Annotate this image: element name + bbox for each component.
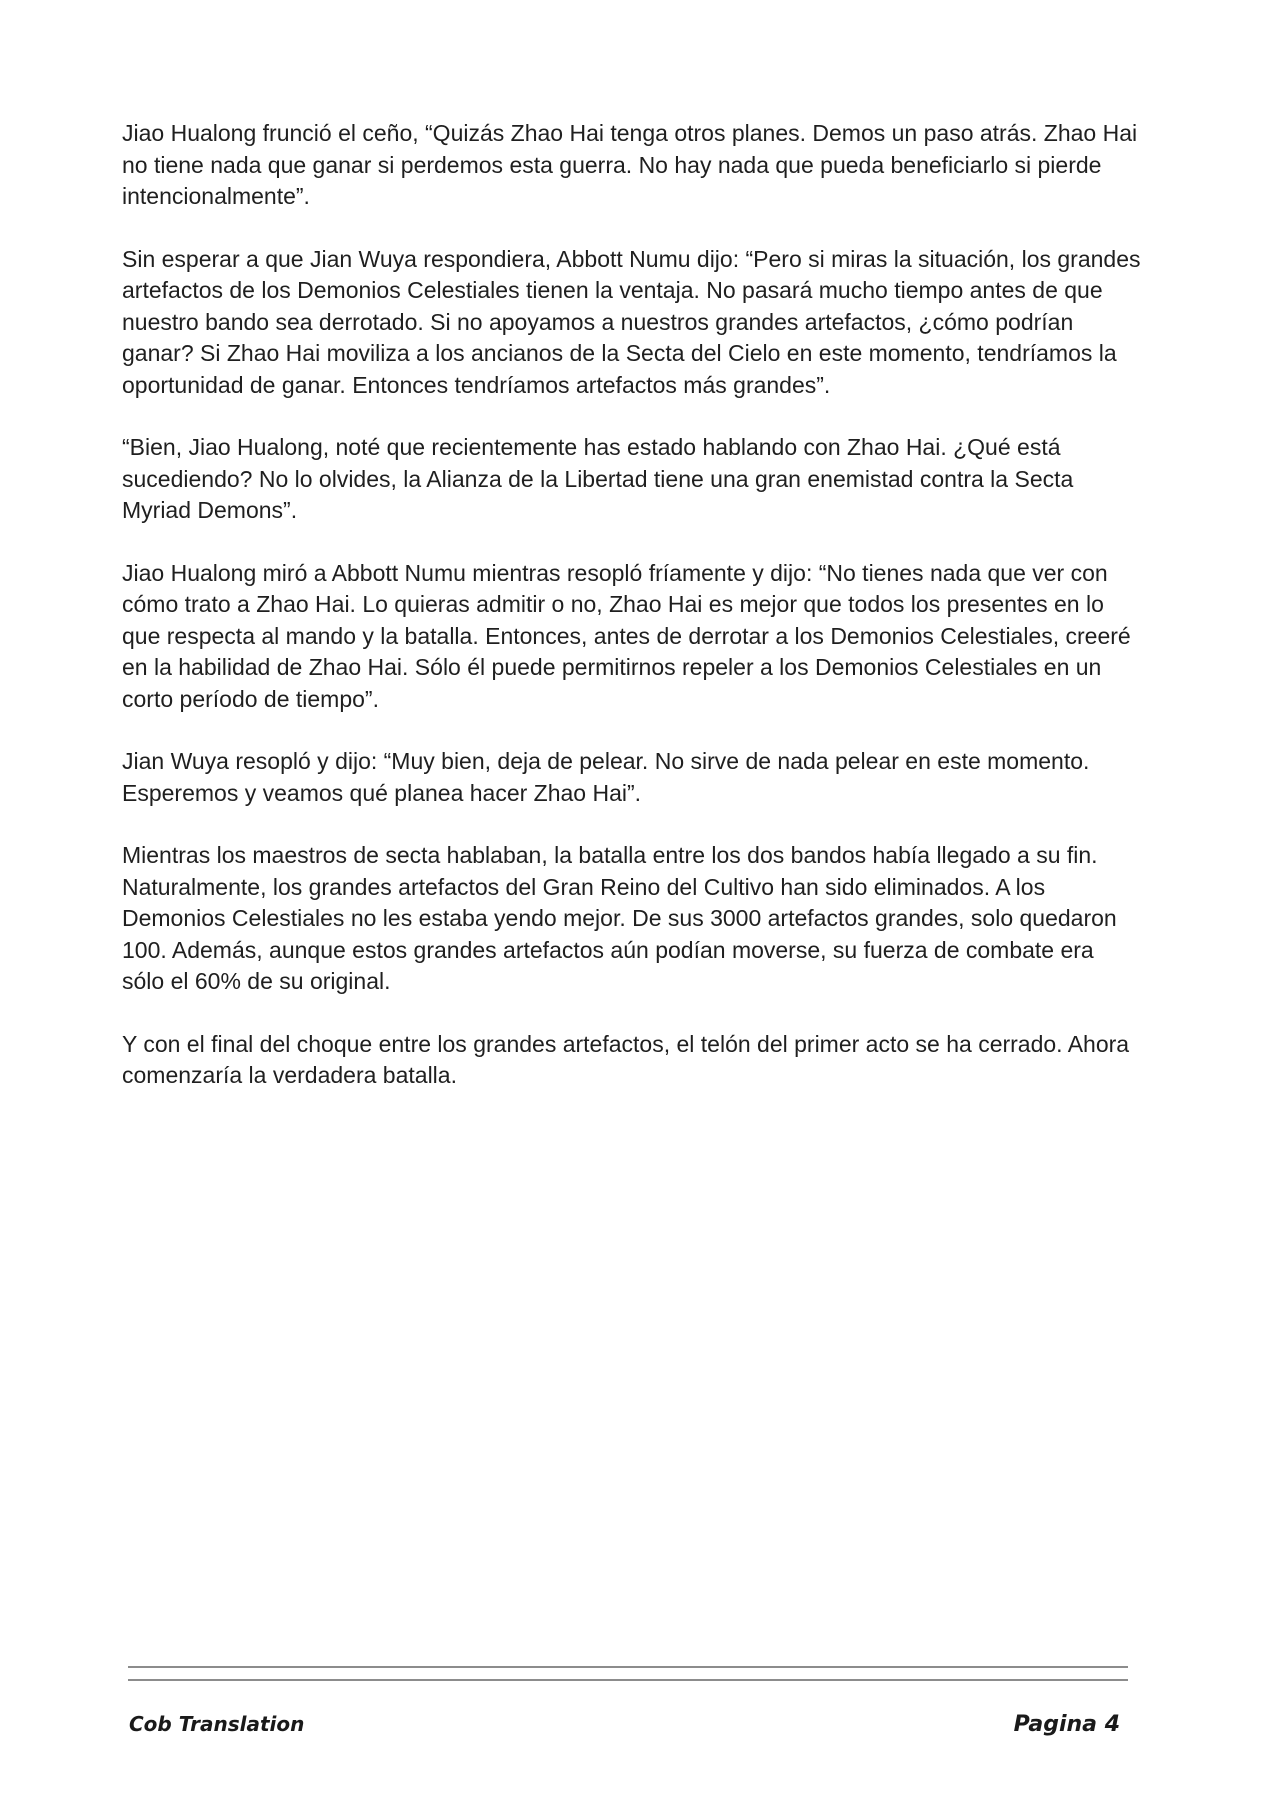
paragraph: Mientras los maestros de secta hablaban, la batalla entre los dos bandos había llegado a su fin. Naturalmente, los grandes artefactos del Gran Reino del Cultivo han sido eliminados. A los Demonios Celestiales no les estaba yendo mejor. De sus 3000 artefactos grandes, solo quedaron 100. Además, aunque estos grandes artefactos aún podían moverse, su fuerza de combate era sólo el 60% de su original. — [122, 842, 1117, 994]
footer-divider — [128, 1679, 1128, 1681]
paragraph: Jiao Hualong miró a Abbott Numu mientras resopló fríamente y dijo: “No tienes nada que ver con cómo trato a Zhao Hai. Lo quieras admitir o no, Zhao Hai es mejor que todos los presentes en lo que respecta al mando y la batalla. Entonces, antes de derrotar a los Demonios Celestiales, creeré en la habilidad de Zhao Hai. Sólo él puede permitirnos repeler a los Demonios Celestiales en un corto período de tiempo”. — [122, 559, 1131, 712]
paragraph: Y con el final del choque entre los grandes artefactos, el telón del primer acto se ha cerrado. Ahora comenzaría la verdadera batalla. — [122, 1030, 1130, 1088]
paragraph: “Bien, Jiao Hualong, noté que recientemente has estado hablando con Zhao Hai. ¿Qué está sucediendo? No lo olvides, la Alianza de la Libertad tiene una gran enemistad contra la Secta Myriad Demons”. — [122, 434, 1074, 523]
page-number: Pagina 4 — [1013, 1712, 1120, 1737]
paragraph: Jian Wuya resopló y dijo: “Muy bien, deja de pelear. No sirve de nada pelear en este momento. Esperemos y veamos qué planea hacer Zhao Hai”. — [122, 748, 1090, 806]
body-text — [122, 118, 1142, 1123]
footer-divider — [128, 1666, 1128, 1668]
paragraph: Sin esperar a que Jian Wuya respondiera, Abbott Numu dijo: “Pero si miras la situación, los grandes artefactos de los Demonios Celestiales tienen la ventaja. No pasará mucho tiempo antes de que nuestro bando sea derrotado. Si no apoyamos a nuestros grandes artefactos, ¿cómo podrían ganar? Si Zhao Hai moviliza a los ancianos de la Secta del Cielo en este momento, tendríamos la oportunidad de ganar. Entonces tendríamos artefactos más grandes”. — [122, 245, 1141, 398]
footer-credit: Cob Translation — [129, 1712, 305, 1736]
paragraph: Jiao Hualong frunció el ceño, “Quizás Zhao Hai tenga otros planes. Demos un paso atrás. Zhao Hai no tiene nada que ganar si perdemos esta guerra. No hay nada que pueda beneficiarlo si pierde intencionalmente”. — [122, 120, 1138, 209]
